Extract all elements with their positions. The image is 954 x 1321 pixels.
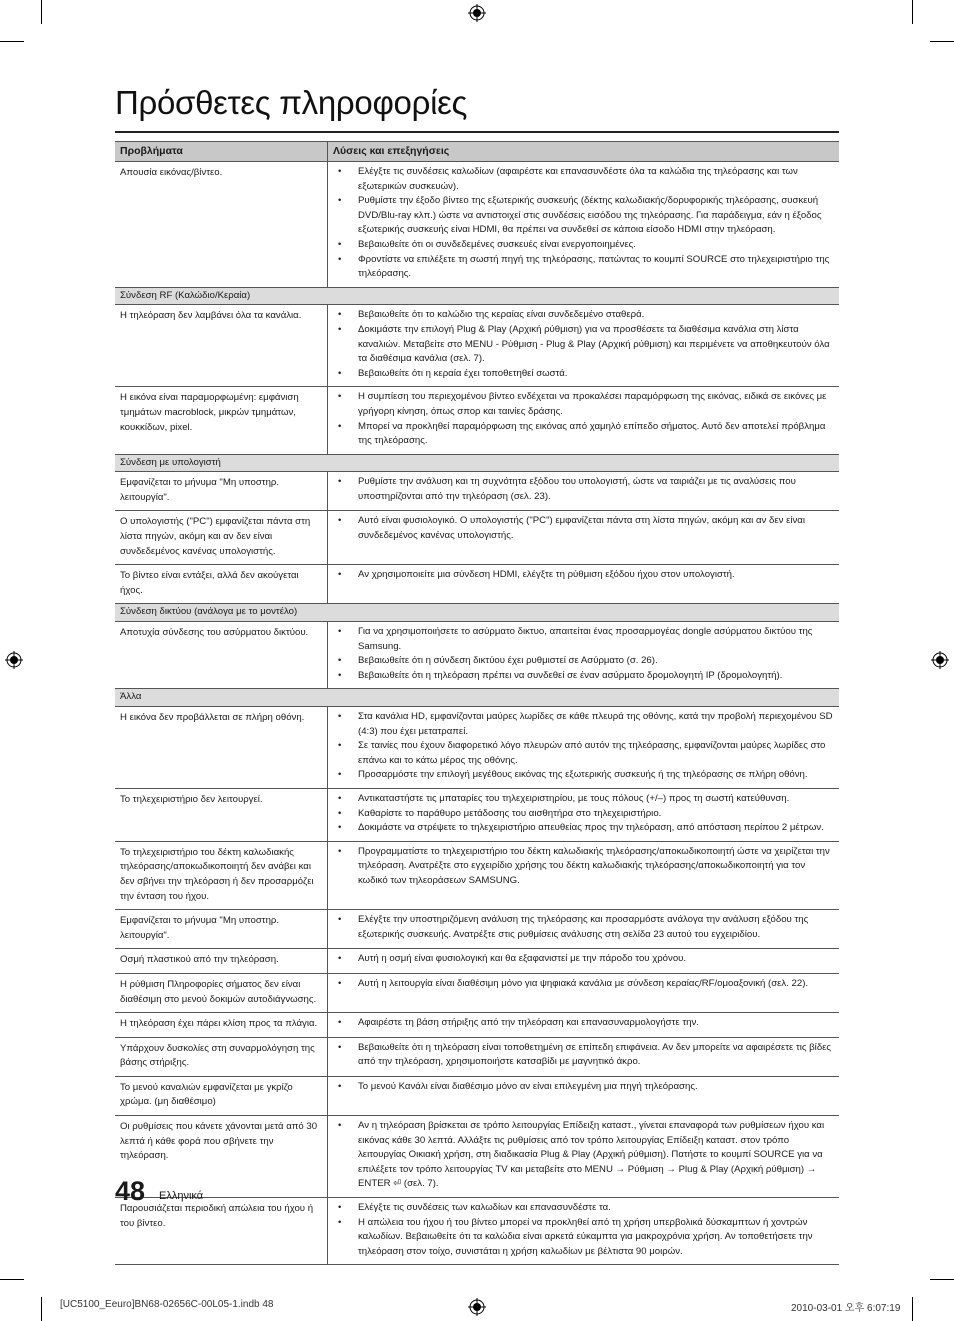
list-item: • Βεβαιωθείτε ότι η κεραία έχει τοποθετηθεί σωστά.	[333, 367, 833, 382]
footer-file-info: [UC5100_Eeuro]BN68-02656C-00L05-1.indb 48	[60, 1299, 274, 1310]
problem-cell: Οσμή πλαστικού από την τηλεόραση.	[115, 949, 328, 974]
table-row	[115, 511, 839, 565]
solution-list	[333, 165, 833, 282]
list-item: • Αυτή η λειτουργία είναι διαθέσιμη μόνο για ψηφιακά κανάλια με σύνδεση κεραίας/RF/ομοαξονική (σελ. 22).	[333, 977, 833, 992]
table-row	[115, 622, 839, 689]
solution-cell	[328, 788, 840, 841]
list-item: • Δοκιμάστε την επιλογή Plug & Play (Αρχική ρύθμιση) για να προσθέσετε τα διαθέσιμα κανάλια στη λίστα καναλιών. Μεταβείτε στο MENU - Ρύθμιση - Plug & Play (Αρχική ρύθμιση) και περιμένετε να αποθηκευτούν όλα τα διαθέσιμα κανάλια (σελ. 7).	[333, 323, 833, 367]
table-row	[115, 472, 839, 511]
crop-mark	[0, 41, 24, 42]
crop-mark	[930, 41, 954, 42]
footer-timestamp: 2010-03-01 오후 6:07:19	[791, 1303, 901, 1314]
solution-cell	[328, 1037, 840, 1076]
solution-list	[333, 625, 833, 683]
list-item: • Η συμπίεση του περιεχομένου βίντεο ενδέχεται να προκαλέσει παραμόρφωση της εικόνας, ειδικά σε εικόνες με γρήγορη κίνηση, όπως σπορ και ταινίες δράσης.	[333, 390, 833, 419]
problem-cell: Το τηλεχειριστήριο δεν λειτουργεί.	[115, 788, 328, 841]
problem-cell: Ο υπολογιστής ("PC") εμφανίζεται πάντα στη λίστα πηγών, ακόμη και αν δεν είναι συνδεδεμένος κανένας υπολογιστής.	[115, 511, 328, 565]
table-row	[115, 910, 839, 949]
list-item: • Αντικαταστήστε τις μπαταρίες του τηλεχειριστηρίου, με τους πόλους (+/–) προς τη σωστή κατεύθυνση.	[333, 792, 833, 807]
problem-cell: Η τηλεόραση δεν λαμβάνει όλα τα κανάλια.	[115, 305, 328, 387]
solution-cell	[328, 305, 840, 387]
solution-cell	[328, 707, 840, 789]
table-row	[115, 1037, 839, 1076]
section-label: Σύνδεση δικτύου (ανάλογα με το μοντέλο)	[115, 604, 839, 622]
crop-mark	[930, 1279, 954, 1280]
solution-cell	[328, 973, 840, 1012]
solution-list	[333, 1041, 833, 1070]
section-row	[115, 689, 839, 707]
solution-list	[333, 913, 833, 942]
solution-list	[333, 845, 833, 889]
table-row	[115, 841, 839, 909]
section-label: Σύνδεση RF (Καλώδιο/Κεραία)	[115, 287, 839, 305]
problem-cell: Η τηλεόραση έχει πάρει κλίση προς τα πλάγια.	[115, 1013, 328, 1038]
list-item: • Σε ταινίες που έχουν διαφορετικό λόγο πλευρών από αυτόν της τηλεόρασης, εμφανίζονται μαύρες λωρίδες στο επάνω και το κάτω μέρος της οθόνης.	[333, 739, 833, 768]
list-item: • Φροντίστε να επιλέξετε τη σωστή πηγή της τηλεόρασης, πατώντας το κουμπί SOURCE στο τηλεχειριστήριο της τηλεόρασης.	[333, 253, 833, 282]
section-row	[115, 604, 839, 622]
header-problems: Προβλήματα	[115, 142, 328, 162]
table-row	[115, 788, 839, 841]
solution-list	[333, 568, 833, 583]
section-label: Σύνδεση με υπολογιστή	[115, 454, 839, 472]
solution-list	[333, 710, 833, 783]
list-item: • Αν χρησιμοποιείτε μια σύνδεση HDMI, ελέγξτε τη ρύθμιση εξόδου ήχου στον υπολογιστή.	[333, 568, 833, 583]
section-row	[115, 454, 839, 472]
page-language: Ελληνικά	[159, 1190, 204, 1202]
list-item: • Προσαρμόστε την επιλογή μεγέθους εικόνας της εξωτερικής συσκευής ή της τηλεόρασης σε πλήρη οθόνη.	[333, 768, 833, 783]
list-item: • Προγραμματίστε το τηλεχειριστήριο του δέκτη καλωδιακής τηλεόρασης/αποκωδικοποιητή ώστε να χειρίζεται την τηλεόραση. Ανατρέξτε στο εγχειρίδιο χρήσης του δέκτη καλωδιακής τηλεόρασης/αποκωδικοποιητή για τον κωδικό των τηλεοράσεων SAMSUNG.	[333, 845, 833, 889]
problem-cell: Εμφανίζεται το μήνυμα "Μη υποστηρ. λειτουργία".	[115, 910, 328, 949]
solution-cell	[328, 841, 840, 909]
problem-cell: Αποτυχία σύνδεσης του ασύρματου δικτύου.	[115, 622, 328, 689]
crop-mark	[41, 0, 42, 24]
solution-list	[333, 390, 833, 448]
crop-mark	[41, 1297, 42, 1321]
list-item: • Ρυθμίστε την ανάλυση και τη συχνότητα εξόδου του υπολογιστή, ώστε να ταιριάζει με τις αναλύσεις που υποστηρίζονται από την τηλεόραση (σελ. 23).	[333, 475, 833, 504]
solution-cell	[328, 1076, 840, 1115]
table-row	[115, 707, 839, 789]
list-item: • Δοκιμάστε να στρέψετε το τηλεχειριστήριο απευθείας προς την τηλεόραση, από απόσταση περίπου 2 μέτρων.	[333, 821, 833, 836]
problem-cell: Το βίντεο είναι εντάξει, αλλά δεν ακούγεται ήχος.	[115, 565, 328, 604]
page-title: Πρόσθετες πληροφορίες	[115, 84, 468, 121]
problem-cell: Οι ρυθμίσεις που κάνετε χάνονται μετά από 30 λεπτά ή κάθε φορά που σβήνετε την τηλεόραση.	[115, 1116, 328, 1198]
solution-list	[333, 475, 833, 504]
problem-cell: Το τηλεχειριστήριο του δέκτη καλωδιακής τηλεόρασης/αποκωδικοποιητή δεν ανάβει και δεν σβήνει την τηλεόραση ή δεν προσαρμόζει την ένταση του ήχου.	[115, 841, 328, 909]
registration-mark-icon	[5, 651, 23, 669]
list-item: • Αφαιρέστε τη βάση στήριξης από την τηλεόραση και επανασυναρμολογήστε την.	[333, 1016, 833, 1031]
solution-list	[333, 977, 833, 992]
solution-list	[333, 1201, 833, 1259]
problem-cell: Η εικόνα είναι παραμορφωμένη: εμφάνιση τμημάτων macroblock, μικρών τμημάτων, κουκκίδων, pixel.	[115, 387, 328, 454]
title-divider	[115, 131, 839, 133]
crop-mark	[912, 0, 913, 24]
solution-list	[333, 514, 833, 543]
table-row	[115, 1076, 839, 1115]
list-item: • Βεβαιωθείτε ότι η σύνδεση δικτύου έχει ρυθμιστεί σε Ασύρματο (σ. 26).	[333, 654, 833, 669]
table-row	[115, 1198, 839, 1265]
list-item: • Αυτό είναι φυσιολογικό. Ο υπολογιστής ("PC") εμφανίζεται πάντα στη λίστα πηγών, ακόμη και αν δεν είναι συνδεδεμένος κανένας υπολογιστής.	[333, 514, 833, 543]
crop-mark	[912, 1297, 913, 1321]
table-row	[115, 1116, 839, 1198]
list-item: • Μπορεί να προκληθεί παραμόρφωση της εικόνας από χαμηλό επίπεδο σήματος. Αυτό δεν αποτελεί πρόβλημα της τηλεόρασης.	[333, 420, 833, 449]
solution-list	[333, 1016, 833, 1031]
solution-list	[333, 792, 833, 836]
solution-cell	[328, 910, 840, 949]
list-item: • Η απώλεια του ήχου ή του βίντεο μπορεί να προκληθεί από τη χρήση υπερβολικά δύσκαμπτων ή χοντρών καλωδίων. Βεβαιωθείτε ότι τα καλώδια είναι αρκετά εύκαμπτα για μακροχρόνια χρήση. Αν τοποθετήσετε την τηλεόραση στον τοίχο, συνιστάται η χρήση καλωδίων με βέλτιστα 90 μοιρών.	[333, 1216, 833, 1260]
solution-cell	[328, 472, 840, 511]
solution-list	[333, 1080, 833, 1095]
table-row	[115, 162, 839, 288]
registration-mark-icon	[931, 651, 949, 669]
list-item: • Καθαρίστε το παράθυρο μετάδοσης του αισθητήρα στο τηλεχειριστήριο.	[333, 807, 833, 822]
problem-cell: Απουσία εικόνας/βίντεο.	[115, 162, 328, 288]
problem-cell: Η ρύθμιση Πληροφορίες σήματος δεν είναι διαθέσιμη στο μενού δοκιμών αυτοδιάγνωσης.	[115, 973, 328, 1012]
table-row	[115, 973, 839, 1012]
table-header-row	[115, 142, 839, 162]
registration-mark-icon	[468, 1298, 486, 1316]
crop-mark	[0, 1279, 24, 1280]
section-label: Άλλα	[115, 689, 839, 707]
problem-cell: Το μενού καναλιών εμφανίζεται με γκρίζο χρώμα. (μη διαθέσιμο)	[115, 1076, 328, 1115]
list-item: • Στα κανάλια HD, εμφανίζονται μαύρες λωρίδες σε κάθε πλευρά της οθόνης, κατά την προβολή περιεχομένου SD (4:3) που έχει μετατραπεί.	[333, 710, 833, 739]
page-number: 48	[115, 1176, 146, 1206]
list-item: • Αν η τηλεόραση βρίσκεται σε τρόπο λειτουργίας Επίδειξη καταστ., γίνεται επαναφορά των ρυθμίσεων ήχου και εικόνας κάθε 30 λεπτά. Αλλάξτε τις ρυθμίσεις από τον τρόπο λειτουργίας Επίδειξη καταστ. στον τρόπο λειτουργίας Οικιακή χρήση, στη διαδικασία Plug & Play (Αρχική ρύθμιση). Πατήστε το κουμπί SOURCE για να επιλέξετε τον τρόπο λειτουργίας TV και μεταβείτε στο MENU → Ρύθμιση → Plug & Play (Αρχική ρύθμιση) → ENTER ⏎ (σελ. 7).	[333, 1119, 833, 1192]
list-item: • Βεβαιωθείτε ότι το καλώδιο της κεραίας είναι συνδεδεμένο σταθερά.	[333, 308, 833, 323]
list-item: • Ρυθμίστε την έξοδο βίντεο της εξωτερικής συσκευής (δέκτης καλωδιακής/δορυφορικής τηλεόρασης, συσκευή DVD/Blu-ray κλπ.) ώστε να αντιστοιχεί στις συνδέσεις εισόδου της τηλεόρασης. Για παράδειγμα, εάν η έξοδος εξωτερικής συσκευής είναι HDMI, θα πρέπει να συνδεθεί σε κάποια είσοδο HDMI στην τηλεόραση.	[333, 194, 833, 238]
table-row	[115, 1013, 839, 1038]
solution-cell	[328, 511, 840, 565]
list-item: • Αυτή η οσμή είναι φυσιολογική και θα εξαφανιστεί με την πάροδο του χρόνου.	[333, 952, 833, 967]
section-row	[115, 287, 839, 305]
solution-list	[333, 308, 833, 381]
header-solutions: Λύσεις και επεξηγήσεις	[328, 142, 840, 162]
table-row	[115, 949, 839, 974]
solution-cell	[328, 565, 840, 604]
table-row	[115, 387, 839, 454]
list-item: • Ελέγξτε τις συνδέσεις των καλωδίων και επανασυνδέστε τα.	[333, 1201, 833, 1216]
solution-cell	[328, 1198, 840, 1265]
solution-cell	[328, 1116, 840, 1198]
list-item: • Το μενού Κανάλι είναι διαθέσιμο μόνο αν είναι επιλεγμένη μια πηγή τηλεόρασης.	[333, 1080, 833, 1095]
list-item: • Βεβαιωθείτε ότι η τηλεόραση πρέπει να συνδεθεί σε έναν ασύρματο δρομολογητή IP (δρομολογητή).	[333, 669, 833, 684]
table-row	[115, 305, 839, 387]
list-item: • Βεβαιωθείτε ότι η τηλεόραση είναι τοποθετημένη σε επίπεδη επιφάνεια. Αν δεν μπορείτε να αφαιρέσετε τις βίδες από την τηλεόραση, χρησιμοποιήστε κατσαβίδι με μαγνητικό άκρο.	[333, 1041, 833, 1070]
problem-cell: Εμφανίζεται το μήνυμα "Μη υποστηρ. λειτουργία".	[115, 472, 328, 511]
solution-list	[333, 1119, 833, 1192]
list-item: • Για να χρησιμοποιήσετε το ασύρματο δικτυο, απαιτείται ένας προσαρμογέας dongle ασύρματου δικτύου της Samsung.	[333, 625, 833, 654]
solution-cell	[328, 387, 840, 454]
solution-cell	[328, 162, 840, 288]
solution-list	[333, 952, 833, 967]
problem-cell: Παρουσιάζεται περιοδική απώλεια του ήχου ή του βίντεο.	[115, 1198, 328, 1265]
problem-cell: Υπάρχουν δυσκολίες στη συναρμολόγηση της βάσης στήριξης.	[115, 1037, 328, 1076]
list-item: • Ελέγξτε τις συνδέσεις καλωδίων (αφαιρέστε και επανασυνδέστε όλα τα καλώδια της τηλεόρασης και των εξωτερικών συσκευών).	[333, 165, 833, 194]
solution-cell	[328, 949, 840, 974]
list-item: • Βεβαιωθείτε ότι οι συνδεδεμένες συσκευές είναι ενεργοποιημένες.	[333, 238, 833, 253]
solution-cell	[328, 1013, 840, 1038]
registration-mark-icon	[468, 4, 486, 22]
problem-cell: Η εικόνα δεν προβάλλεται σε πλήρη οθόνη.	[115, 707, 328, 789]
solution-cell	[328, 622, 840, 689]
list-item: • Ελέγξτε την υποστηριζόμενη ανάλυση της τηλεόρασης και προσαρμόστε ανάλογα την ανάλυση εξόδου της εξωτερικής συσκευής. Ανατρέξτε στις ρυθμίσεις ανάλυσης στη σελίδα 23 αυτού του εγχειριδίου.	[333, 913, 833, 942]
table-row	[115, 565, 839, 604]
troubleshooting-table	[115, 141, 839, 1265]
